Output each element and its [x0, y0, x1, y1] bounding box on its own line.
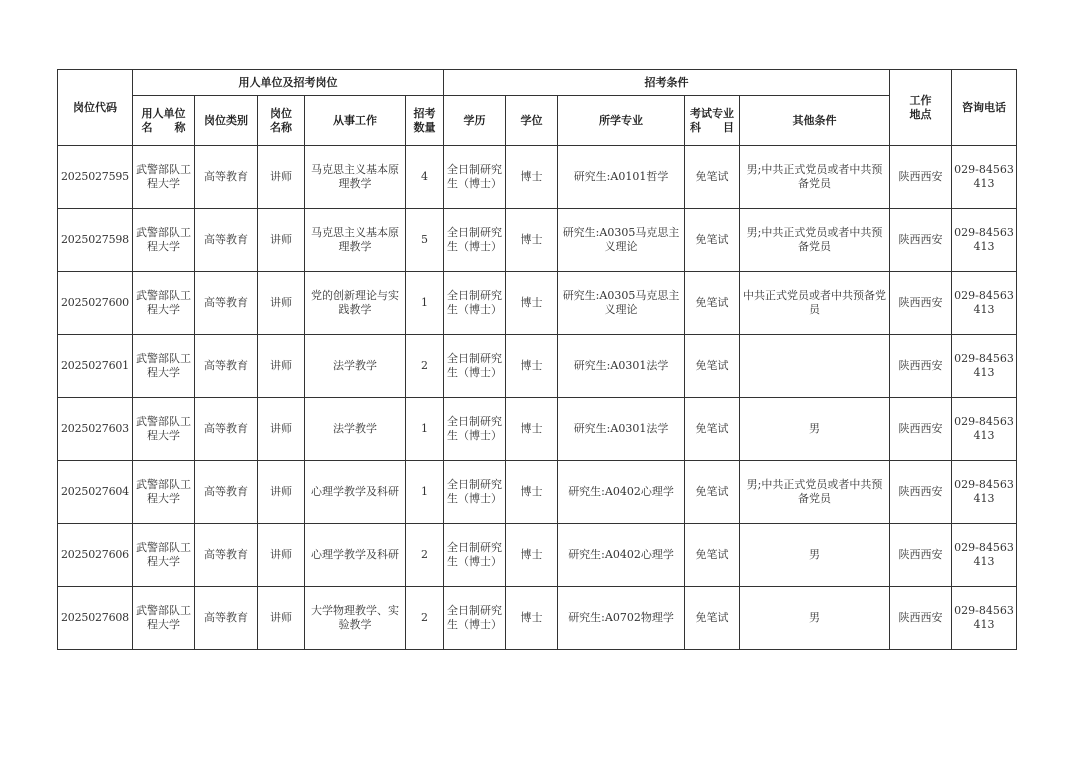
cell-education: 全日制研究生（博士）	[444, 146, 506, 209]
cell-category: 高等教育	[195, 587, 258, 650]
cell-post: 讲师	[258, 209, 305, 272]
cell-code: 2025027604	[58, 461, 133, 524]
header-group-unit: 用人单位及招考岗位	[133, 70, 444, 96]
header-code: 岗位代码	[58, 70, 133, 146]
cell-unit: 武警部队工程大学	[133, 587, 195, 650]
cell-exam: 免笔试	[685, 209, 740, 272]
cell-education: 全日制研究生（博士）	[444, 461, 506, 524]
cell-other: 男;中共正式党员或者中共预备党员	[740, 146, 890, 209]
cell-code: 2025027606	[58, 524, 133, 587]
cell-location: 陕西西安	[890, 335, 952, 398]
header-post-name: 岗位 名称	[258, 96, 305, 146]
cell-major: 研究生:A0305马克思主义理论	[558, 272, 685, 335]
cell-count: 2	[406, 524, 444, 587]
cell-code: 2025027595	[58, 146, 133, 209]
cell-phone: 029-84563413	[952, 272, 1017, 335]
table-row	[58, 335, 1017, 398]
cell-location: 陕西西安	[890, 146, 952, 209]
recruitment-table	[57, 69, 1017, 650]
header-category: 岗位类别	[195, 96, 258, 146]
cell-work: 马克思主义基本原理教学	[305, 209, 406, 272]
table-row	[58, 272, 1017, 335]
cell-post: 讲师	[258, 272, 305, 335]
header-degree: 学位	[506, 96, 558, 146]
cell-major: 研究生:A0402心理学	[558, 524, 685, 587]
cell-exam: 免笔试	[685, 146, 740, 209]
cell-other: 男	[740, 398, 890, 461]
cell-education: 全日制研究生（博士）	[444, 398, 506, 461]
header-education: 学历	[444, 96, 506, 146]
cell-location: 陕西西安	[890, 209, 952, 272]
table-row	[58, 146, 1017, 209]
cell-post: 讲师	[258, 587, 305, 650]
cell-post: 讲师	[258, 398, 305, 461]
cell-work: 法学教学	[305, 398, 406, 461]
cell-count: 4	[406, 146, 444, 209]
cell-category: 高等教育	[195, 209, 258, 272]
cell-post: 讲师	[258, 461, 305, 524]
cell-location: 陕西西安	[890, 524, 952, 587]
header-exam: 考试专业 科 目	[685, 96, 740, 146]
cell-education: 全日制研究生（博士）	[444, 209, 506, 272]
cell-count: 1	[406, 398, 444, 461]
cell-count: 1	[406, 461, 444, 524]
cell-location: 陕西西安	[890, 398, 952, 461]
cell-degree: 博士	[506, 335, 558, 398]
cell-work: 大学物理教学、实验教学	[305, 587, 406, 650]
cell-education: 全日制研究生（博士）	[444, 587, 506, 650]
cell-post: 讲师	[258, 335, 305, 398]
cell-category: 高等教育	[195, 335, 258, 398]
cell-major: 研究生:A0402心理学	[558, 461, 685, 524]
cell-post: 讲师	[258, 524, 305, 587]
cell-category: 高等教育	[195, 398, 258, 461]
cell-work: 心理学教学及科研	[305, 524, 406, 587]
cell-other: 中共正式党员或者中共预备党员	[740, 272, 890, 335]
cell-work: 马克思主义基本原理教学	[305, 146, 406, 209]
cell-major: 研究生:A0301法学	[558, 398, 685, 461]
cell-post: 讲师	[258, 146, 305, 209]
table-row	[58, 209, 1017, 272]
cell-unit: 武警部队工程大学	[133, 209, 195, 272]
cell-code: 2025027608	[58, 587, 133, 650]
cell-major: 研究生:A0301法学	[558, 335, 685, 398]
cell-work: 党的创新理论与实践教学	[305, 272, 406, 335]
cell-education: 全日制研究生（博士）	[444, 272, 506, 335]
cell-category: 高等教育	[195, 461, 258, 524]
table-header	[58, 70, 1017, 146]
header-work: 从事工作	[305, 96, 406, 146]
cell-unit: 武警部队工程大学	[133, 272, 195, 335]
cell-phone: 029-84563413	[952, 524, 1017, 587]
cell-code: 2025027598	[58, 209, 133, 272]
header-major: 所学专业	[558, 96, 685, 146]
cell-location: 陕西西安	[890, 461, 952, 524]
cell-category: 高等教育	[195, 524, 258, 587]
header-location: 工作 地点	[890, 70, 952, 146]
cell-code: 2025027601	[58, 335, 133, 398]
cell-exam: 免笔试	[685, 524, 740, 587]
cell-phone: 029-84563413	[952, 335, 1017, 398]
cell-degree: 博士	[506, 272, 558, 335]
cell-exam: 免笔试	[685, 461, 740, 524]
cell-count: 2	[406, 335, 444, 398]
cell-degree: 博士	[506, 209, 558, 272]
cell-exam: 免笔试	[685, 272, 740, 335]
cell-degree: 博士	[506, 461, 558, 524]
cell-other: 男;中共正式党员或者中共预备党员	[740, 209, 890, 272]
header-group-conditions: 招考条件	[444, 70, 890, 96]
table-row	[58, 398, 1017, 461]
cell-work: 法学教学	[305, 335, 406, 398]
header-other: 其他条件	[740, 96, 890, 146]
cell-education: 全日制研究生（博士）	[444, 524, 506, 587]
cell-degree: 博士	[506, 587, 558, 650]
cell-location: 陕西西安	[890, 272, 952, 335]
cell-degree: 博士	[506, 398, 558, 461]
cell-category: 高等教育	[195, 146, 258, 209]
cell-degree: 博士	[506, 524, 558, 587]
cell-work: 心理学教学及科研	[305, 461, 406, 524]
cell-count: 2	[406, 587, 444, 650]
cell-category: 高等教育	[195, 272, 258, 335]
cell-exam: 免笔试	[685, 398, 740, 461]
header-phone: 咨询电话	[952, 70, 1017, 146]
cell-exam: 免笔试	[685, 587, 740, 650]
table-body	[58, 146, 1017, 650]
cell-phone: 029-84563413	[952, 146, 1017, 209]
cell-unit: 武警部队工程大学	[133, 398, 195, 461]
cell-code: 2025027600	[58, 272, 133, 335]
table-row	[58, 587, 1017, 650]
cell-unit: 武警部队工程大学	[133, 146, 195, 209]
table-row	[58, 461, 1017, 524]
table-row	[58, 524, 1017, 587]
cell-phone: 029-84563413	[952, 209, 1017, 272]
cell-unit: 武警部队工程大学	[133, 461, 195, 524]
cell-major: 研究生:A0702物理学	[558, 587, 685, 650]
cell-other: 男	[740, 524, 890, 587]
cell-exam: 免笔试	[685, 335, 740, 398]
cell-major: 研究生:A0101哲学	[558, 146, 685, 209]
header-unit-name: 用人单位 名 称	[133, 96, 195, 146]
cell-count: 5	[406, 209, 444, 272]
cell-code: 2025027603	[58, 398, 133, 461]
cell-degree: 博士	[506, 146, 558, 209]
cell-unit: 武警部队工程大学	[133, 524, 195, 587]
cell-phone: 029-84563413	[952, 398, 1017, 461]
cell-other: 男;中共正式党员或者中共预备党员	[740, 461, 890, 524]
cell-other: 男	[740, 587, 890, 650]
cell-other	[740, 335, 890, 398]
cell-count: 1	[406, 272, 444, 335]
cell-unit: 武警部队工程大学	[133, 335, 195, 398]
cell-major: 研究生:A0305马克思主义理论	[558, 209, 685, 272]
cell-education: 全日制研究生（博士）	[444, 335, 506, 398]
cell-phone: 029-84563413	[952, 461, 1017, 524]
header-count: 招考 数量	[406, 96, 444, 146]
cell-location: 陕西西安	[890, 587, 952, 650]
cell-phone: 029-84563413	[952, 587, 1017, 650]
